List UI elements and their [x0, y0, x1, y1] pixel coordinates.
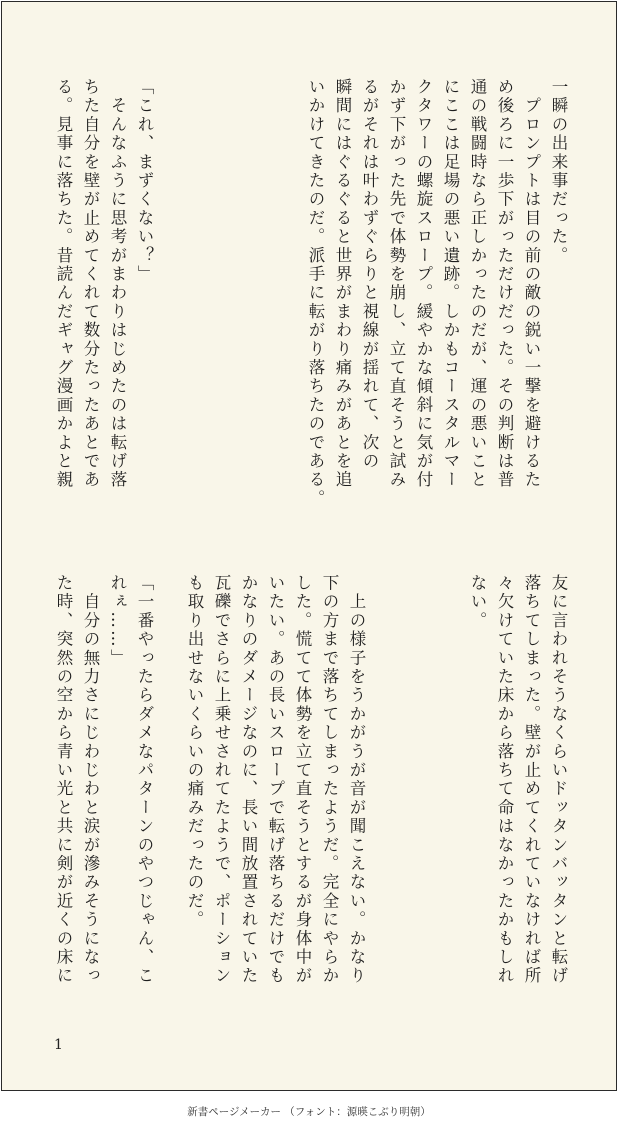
text-block-continuation: 友に言われそうなくらいドッタンバッタンと転げ 落ちてしまった。壁が止めてくれていなければ所 々欠けていた床から落ちて命はなかったかもしれ ない。 — [468, 574, 568, 986]
text-block-dialogue: 「これ、まずくない？」 そんなふうに思考がまわりはじめたのは転げ落 ちた自分を壁が止めてくれて数分たったあとであ る。見事に落ちた。昔読んだギャグ漫画かよと親 — [54, 78, 154, 490]
manuscript-page — [1, 1, 617, 1091]
text-block-listening: 上の様子をうかがうが音が聞こえない。かなり 下の方まで落ちてしまったようだ。完全にやらか した。慌てて体勢を立て直そうとするが身体中が いたい。あの長いスロープで転げ落ちるだけでも かなりのダメージなのに、長い間放置されていた 瓦礫でさらに上乗せされてたようで、ポーション も取り出せないくらいの痛みだったのだ。 — [185, 574, 366, 986]
page-number: 1 — [54, 1037, 63, 1053]
footer-credit: 新書ページメーカー （フォント：源暎こぶり明朝） — [187, 1106, 431, 1118]
text-block-opening: 一瞬の出来事だった。 プロンプトは目の前の敵の鋭い一撃を避けるた め後ろに一歩下がっただけだった。その判断は普 通の戦闘時なら正しかったのだが、運の悪いこと にここは足場の悪い遺跡。しかもコースタルマー クタワーの螺旋スロープ。緩やかな傾斜に気が付 かず下がった先で体勢を崩し、立て直そうと試み るがそれは叶わずぐらりと視線が揺れて、次の 瞬間にはぐるぐると世界がまわり痛みがあとを追 いかけてきたのだ。派手に転がり落ちたのである。 — [306, 78, 568, 509]
text-block-closing: 「一番やったらダメなパターンのやつじゃん、こ れぇ……」 自分の無力さにじわじわと涙が滲みそうになっ た時、突然の空から青い光と共に剣が近くの床に — [54, 574, 154, 986]
